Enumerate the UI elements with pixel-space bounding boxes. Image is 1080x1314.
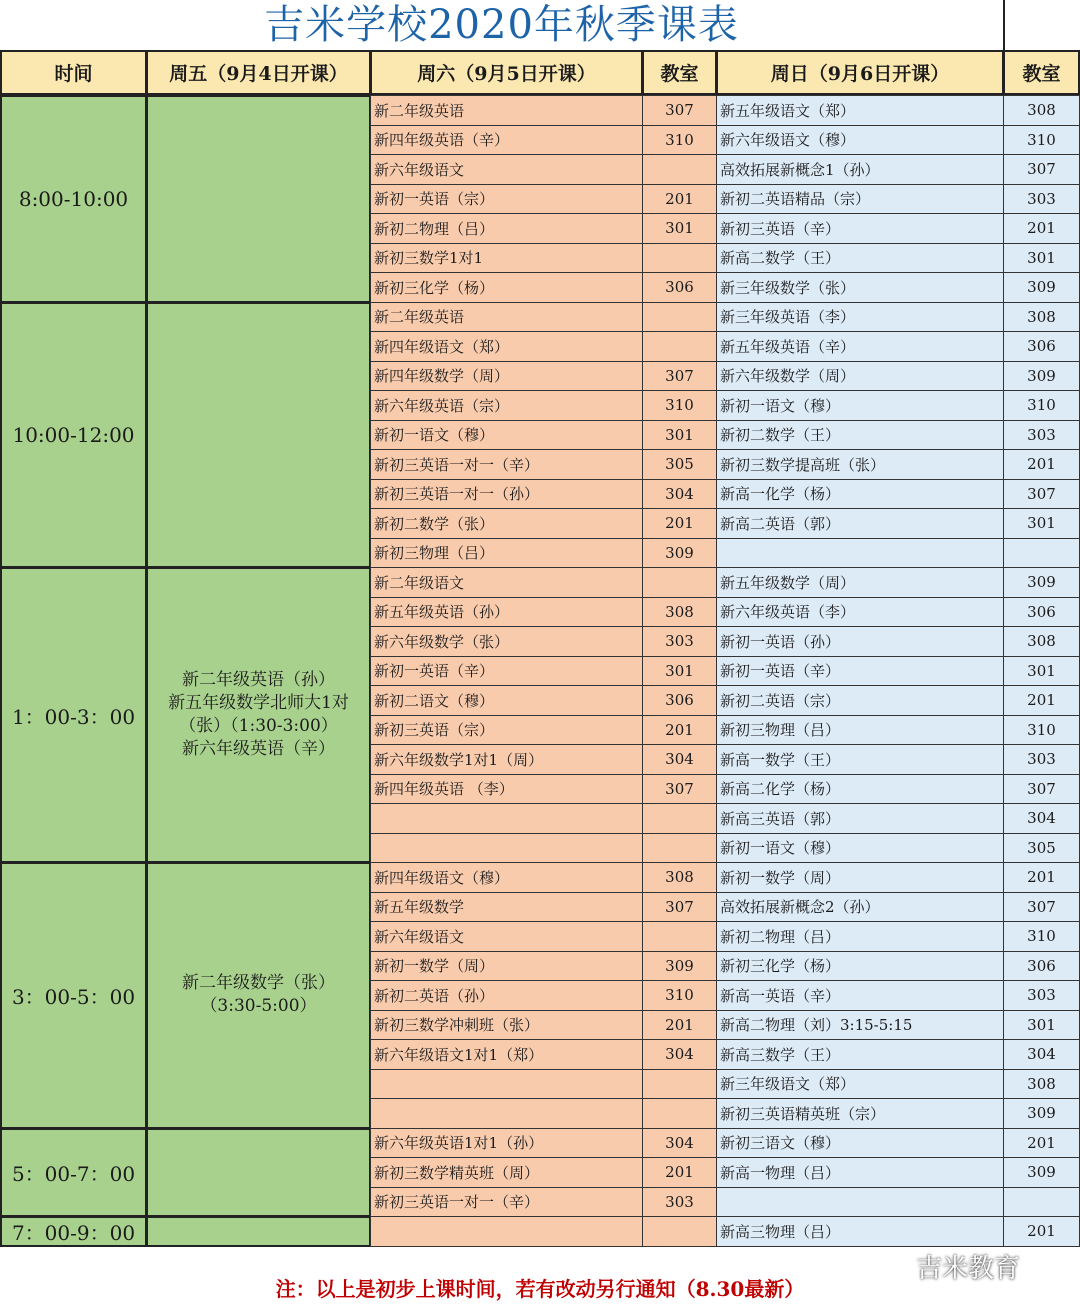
- friday-class: 新六年级英语（辛）: [182, 739, 335, 759]
- sunday-room: [1003, 1187, 1080, 1218]
- sunday-room: 201: [1003, 685, 1080, 716]
- saturday-room: [642, 331, 717, 362]
- friday-cell: [146, 1216, 371, 1247]
- saturday-class: [370, 833, 643, 864]
- saturday-room: [642, 302, 717, 333]
- sunday-class: 新三年级数学（张）: [716, 272, 1004, 303]
- saturday-class: 新五年级数学: [370, 892, 643, 923]
- header-time: 时间: [0, 50, 147, 95]
- friday-class: （3:30-5:00）: [200, 996, 317, 1017]
- saturday-class: 新六年级语文: [370, 921, 643, 952]
- sunday-class: 新初二物理（吕）: [716, 921, 1004, 952]
- sunday-room: 306: [1003, 951, 1080, 982]
- saturday-class: 新四年级数学（周）: [370, 361, 643, 392]
- saturday-room: 306: [642, 685, 717, 716]
- sunday-room: 308: [1003, 1069, 1080, 1100]
- friday-cell: [146, 862, 371, 1129]
- saturday-class: 新四年级英语 （李）: [370, 774, 643, 805]
- sunday-room: 303: [1003, 420, 1080, 451]
- title-divider: [1003, 0, 1005, 50]
- saturday-class: 新四年级语文（郑）: [370, 331, 643, 362]
- saturday-class: 新初一语文（穆）: [370, 420, 643, 451]
- saturday-class: 新六年级英语（宗）: [370, 390, 643, 421]
- time-slot: 8:00-10:00: [0, 95, 147, 303]
- saturday-room: 301: [642, 213, 717, 244]
- saturday-room: 305: [642, 449, 717, 480]
- saturday-class: 新初三数学冲刺班（张）: [370, 1010, 643, 1041]
- saturday-class: 新初一数学（周）: [370, 951, 643, 982]
- sunday-class: 新高一数学（王）: [716, 744, 1004, 775]
- sunday-room: 309: [1003, 1098, 1080, 1129]
- sunday-class: 新高二数学（王）: [716, 243, 1004, 274]
- sunday-class: 新三年级语文（郑）: [716, 1069, 1004, 1100]
- sunday-class: 新初三物理（吕）: [716, 715, 1004, 746]
- time-slot: 5：00-7：00: [0, 1128, 147, 1218]
- saturday-class: 新初三英语一对一（孙）: [370, 479, 643, 510]
- saturday-class: 新五年级英语（孙）: [370, 597, 643, 628]
- saturday-class: [370, 1069, 643, 1100]
- saturday-room: 309: [642, 538, 717, 569]
- sunday-class: 新初一英语（辛）: [716, 656, 1004, 687]
- sunday-room: 305: [1003, 833, 1080, 864]
- sunday-class: 新初二数学（王）: [716, 420, 1004, 451]
- sunday-class: 新初一语文（穆）: [716, 833, 1004, 864]
- sunday-class: 新初三英语（辛）: [716, 213, 1004, 244]
- sunday-room: [1003, 538, 1080, 569]
- sunday-class: 新六年级数学（周）: [716, 361, 1004, 392]
- saturday-room: [642, 921, 717, 952]
- time-slot: 3：00-5：00: [0, 862, 147, 1129]
- sunday-room: 306: [1003, 331, 1080, 362]
- sunday-class: 新高三数学（王）: [716, 1039, 1004, 1070]
- friday-class: 新二年级数学（张）: [182, 973, 335, 994]
- sunday-class: 新初一语文（穆）: [716, 390, 1004, 421]
- sunday-class: 高效拓展新概念2（孙）: [716, 892, 1004, 923]
- sunday-room: 309: [1003, 567, 1080, 598]
- sunday-class: 新五年级数学（周）: [716, 567, 1004, 598]
- watermark-text: 吉米教育: [916, 1253, 1021, 1284]
- saturday-room: 303: [642, 1187, 717, 1218]
- friday-class: 新五年级数学北师大1对: [168, 693, 349, 713]
- saturday-class: 新六年级数学1对1（周）: [370, 744, 643, 775]
- sunday-class: 新三年级英语（李）: [716, 302, 1004, 333]
- saturday-room: 309: [642, 951, 717, 982]
- saturday-room: 301: [642, 656, 717, 687]
- saturday-class: 新初二物理（吕）: [370, 213, 643, 244]
- time-slot: 7：00-9：00: [0, 1216, 147, 1247]
- sunday-room: 309: [1003, 272, 1080, 303]
- sunday-class: 新六年级英语（李）: [716, 597, 1004, 628]
- saturday-room: 307: [642, 774, 717, 805]
- sunday-class: 新五年级英语（辛）: [716, 331, 1004, 362]
- friday-cell: [146, 302, 371, 569]
- sunday-class: 新高二物理（刘）3:15-5:15: [716, 1010, 1004, 1041]
- saturday-room: 201: [642, 715, 717, 746]
- saturday-class: 新初一英语（辛）: [370, 656, 643, 687]
- sunday-room: 308: [1003, 302, 1080, 333]
- sunday-room: 307: [1003, 892, 1080, 923]
- saturday-class: 新六年级英语1对1（孙）: [370, 1128, 643, 1159]
- header-saturday-room: 教室: [642, 50, 717, 95]
- saturday-room: 308: [642, 862, 717, 893]
- header-sunday-room: 教室: [1003, 50, 1080, 95]
- sunday-class: 新高三英语（郭）: [716, 803, 1004, 834]
- saturday-room: 306: [642, 272, 717, 303]
- sunday-room: 301: [1003, 508, 1080, 539]
- header-friday: 周五（9月4日开课）: [146, 50, 371, 95]
- sunday-room: 303: [1003, 980, 1080, 1011]
- header-sunday: 周日（9月6日开课）: [716, 50, 1004, 95]
- saturday-class: 新初三化学（杨）: [370, 272, 643, 303]
- sunday-room: 201: [1003, 862, 1080, 893]
- sunday-class: 新初一数学（周）: [716, 862, 1004, 893]
- saturday-room: [642, 833, 717, 864]
- saturday-class: 新二年级英语: [370, 95, 643, 126]
- saturday-class: 新初二数学（张）: [370, 508, 643, 539]
- saturday-room: 310: [642, 125, 717, 156]
- saturday-class: 新四年级语文（穆）: [370, 862, 643, 893]
- sunday-room: 306: [1003, 597, 1080, 628]
- saturday-room: 307: [642, 361, 717, 392]
- saturday-room: [642, 1098, 717, 1129]
- sunday-room: 310: [1003, 390, 1080, 421]
- sunday-class: 新六年级语文（穆）: [716, 125, 1004, 156]
- friday-cell: [146, 1128, 371, 1218]
- saturday-room: 201: [642, 1010, 717, 1041]
- saturday-room: 304: [642, 1039, 717, 1070]
- saturday-class: 新六年级语文: [370, 154, 643, 185]
- sunday-room: 310: [1003, 715, 1080, 746]
- saturday-class: 新初三英语（宗）: [370, 715, 643, 746]
- saturday-class: [370, 803, 643, 834]
- sunday-class: 高效拓展新概念1（孙）: [716, 154, 1004, 185]
- sunday-room: 304: [1003, 803, 1080, 834]
- schedule-table: [0, 50, 1080, 1265]
- friday-cell: [146, 567, 371, 863]
- saturday-room: 307: [642, 892, 717, 923]
- sunday-class: [716, 538, 1004, 569]
- watermark: [880, 1246, 1020, 1286]
- saturday-room: [642, 243, 717, 274]
- saturday-room: 308: [642, 597, 717, 628]
- saturday-room: [642, 567, 717, 598]
- saturday-room: [642, 154, 717, 185]
- page-title: 吉米学校2020年秋季课表: [264, 2, 739, 48]
- saturday-class: 新初三英语一对一（辛）: [370, 449, 643, 480]
- saturday-room: 310: [642, 980, 717, 1011]
- saturday-room: 201: [642, 508, 717, 539]
- sunday-class: 新初二英语精品（宗）: [716, 184, 1004, 215]
- sunday-class: 新五年级语文（郑）: [716, 95, 1004, 126]
- sunday-room: 301: [1003, 1010, 1080, 1041]
- saturday-room: 201: [642, 184, 717, 215]
- sunday-room: 308: [1003, 95, 1080, 126]
- saturday-room: 303: [642, 626, 717, 657]
- friday-cell: [146, 95, 371, 303]
- sunday-class: 新高一物理（吕）: [716, 1157, 1004, 1188]
- saturday-class: [370, 1098, 643, 1129]
- sunday-room: 307: [1003, 479, 1080, 510]
- sunday-room: 304: [1003, 1039, 1080, 1070]
- sunday-class: 新高二化学（杨）: [716, 774, 1004, 805]
- saturday-class: [370, 1216, 643, 1247]
- saturday-room: [642, 1216, 717, 1247]
- saturday-class: 新初三数学1对1: [370, 243, 643, 274]
- sunday-class: 新高一化学（杨）: [716, 479, 1004, 510]
- sunday-class: 新高一英语（辛）: [716, 980, 1004, 1011]
- friday-class: （张）（1:30-3:00）: [179, 716, 338, 736]
- sunday-room: 201: [1003, 449, 1080, 480]
- sunday-class: 新高二英语（郭）: [716, 508, 1004, 539]
- saturday-class: 新初一英语（宗）: [370, 184, 643, 215]
- sunday-room: 201: [1003, 1216, 1080, 1247]
- sunday-room: 301: [1003, 656, 1080, 687]
- sunday-room: 310: [1003, 921, 1080, 952]
- saturday-class: 新二年级语文: [370, 567, 643, 598]
- sunday-room: 303: [1003, 184, 1080, 215]
- saturday-class: 新初三英语一对一（辛）: [370, 1187, 643, 1218]
- sunday-room: 201: [1003, 213, 1080, 244]
- saturday-class: 新初二语文（穆）: [370, 685, 643, 716]
- sunday-room: 307: [1003, 774, 1080, 805]
- wechat-icon: [880, 1253, 910, 1279]
- sunday-room: 201: [1003, 1128, 1080, 1159]
- saturday-class: 新初三数学精英班（周）: [370, 1157, 643, 1188]
- sunday-room: 309: [1003, 1157, 1080, 1188]
- saturday-room: 304: [642, 744, 717, 775]
- saturday-room: 201: [642, 1157, 717, 1188]
- saturday-room: [642, 803, 717, 834]
- friday-class: 新二年级英语（孙）: [182, 670, 335, 690]
- sunday-room: 309: [1003, 361, 1080, 392]
- sunday-class: 新初二英语（宗）: [716, 685, 1004, 716]
- saturday-room: [642, 1069, 717, 1100]
- sunday-room: 308: [1003, 626, 1080, 657]
- sunday-room: 303: [1003, 744, 1080, 775]
- saturday-class: 新六年级语文1对1（郑）: [370, 1039, 643, 1070]
- saturday-room: 307: [642, 95, 717, 126]
- sunday-class: 新初三数学提高班（张）: [716, 449, 1004, 480]
- saturday-room: 310: [642, 390, 717, 421]
- saturday-class: 新初三物理（吕）: [370, 538, 643, 569]
- time-slot: 10:00-12:00: [0, 302, 147, 569]
- saturday-room: 304: [642, 479, 717, 510]
- saturday-room: 304: [642, 1128, 717, 1159]
- sunday-class: 新初一英语（孙）: [716, 626, 1004, 657]
- sunday-room: 310: [1003, 125, 1080, 156]
- sunday-class: 新初三化学（杨）: [716, 951, 1004, 982]
- header-saturday: 周六（9月5日开课）: [370, 50, 643, 95]
- sunday-room: 307: [1003, 154, 1080, 185]
- sunday-class: 新初三英语精英班（宗）: [716, 1098, 1004, 1129]
- sunday-room: 301: [1003, 243, 1080, 274]
- sunday-class: [716, 1187, 1004, 1218]
- saturday-room: 301: [642, 420, 717, 451]
- sunday-class: 新初三语文（穆）: [716, 1128, 1004, 1159]
- saturday-class: 新四年级英语（辛）: [370, 125, 643, 156]
- saturday-class: 新初二英语（孙）: [370, 980, 643, 1011]
- saturday-class: 新二年级英语: [370, 302, 643, 333]
- footer-note: 注：以上是初步上课时间，若有改动另行通知（8.30最新）: [275, 1277, 805, 1301]
- saturday-class: 新六年级数学（张）: [370, 626, 643, 657]
- sunday-class: 新高三物理（吕）: [716, 1216, 1004, 1247]
- time-slot: 1：00-3：00: [0, 567, 147, 863]
